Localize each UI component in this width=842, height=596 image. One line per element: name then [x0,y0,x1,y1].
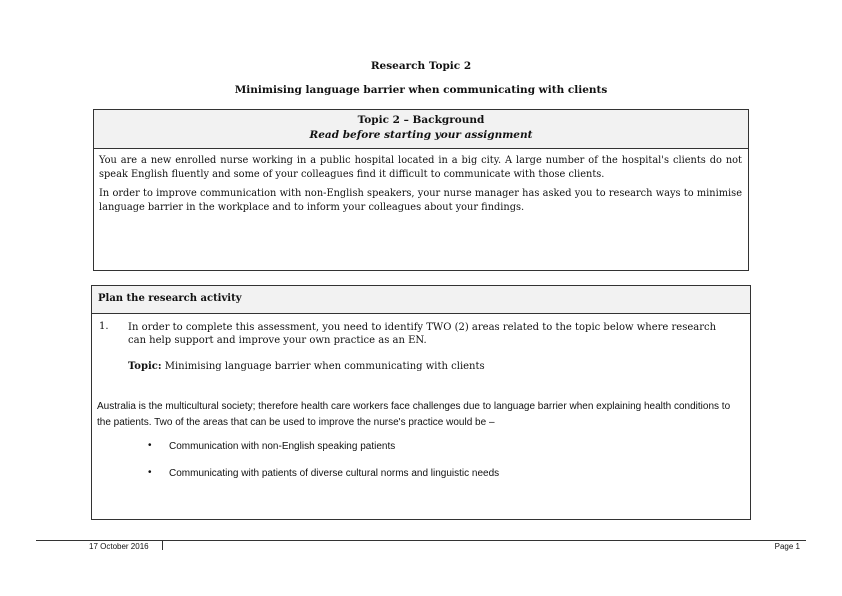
list-item-text: Communication with non-English speaking patients [169,441,396,452]
footer-separator [162,541,163,550]
background-paragraph: In order to improve communication with non-English speakers, your nurse manager has asked you to research ways to minimise language barrier in the workplace and to inform your colleagues about your findings. [99,188,742,213]
item-number: 1. [99,321,109,332]
topic-label: Topic: [128,361,162,372]
background-paragraph: You are a new enrolled nurse working in a public hospital located in a big city. A large number of the hospital's clients do not speak English fluently and some of your colleagues find it difficult to communicate with those clients. [99,155,742,180]
document-subtitle: Minimising language barrier when communicating with clients [234,84,608,96]
topic-text: Minimising language barrier when communicating with clients [164,361,485,372]
background-body [94,149,748,214]
plan-box [91,285,751,520]
bullet-icon: • [148,467,152,478]
topic-line [128,361,485,372]
bullet-icon: • [148,440,152,451]
task-instructions: In order to complete this assessment, you need to identify TWO (2) areas related to the topic below where research can help support and improve your own practice as an EN. [128,322,717,346]
list-item-text: Communicating with patients of diverse cultural norms and linguistic needs [169,468,500,479]
footer-divider [36,540,806,541]
plan-heading: Plan the research activity [92,286,750,314]
document-title: Research Topic 2 [370,60,472,72]
footer-page-number: Page 1 [774,542,800,551]
background-heading: Topic 2 – Background [357,114,485,126]
background-box [93,109,749,271]
background-box-header [94,110,748,149]
answer-paragraph: Australia is the multicultural society; therefore health care workers face challenges due to language barrier when explaining health conditions to the patients. Two of the areas that can be used to improve the nurse's practice would be – [97,401,731,428]
background-subheading: Read before starting your assignment [309,129,533,141]
footer-date: 17 October 2016 [89,542,149,551]
